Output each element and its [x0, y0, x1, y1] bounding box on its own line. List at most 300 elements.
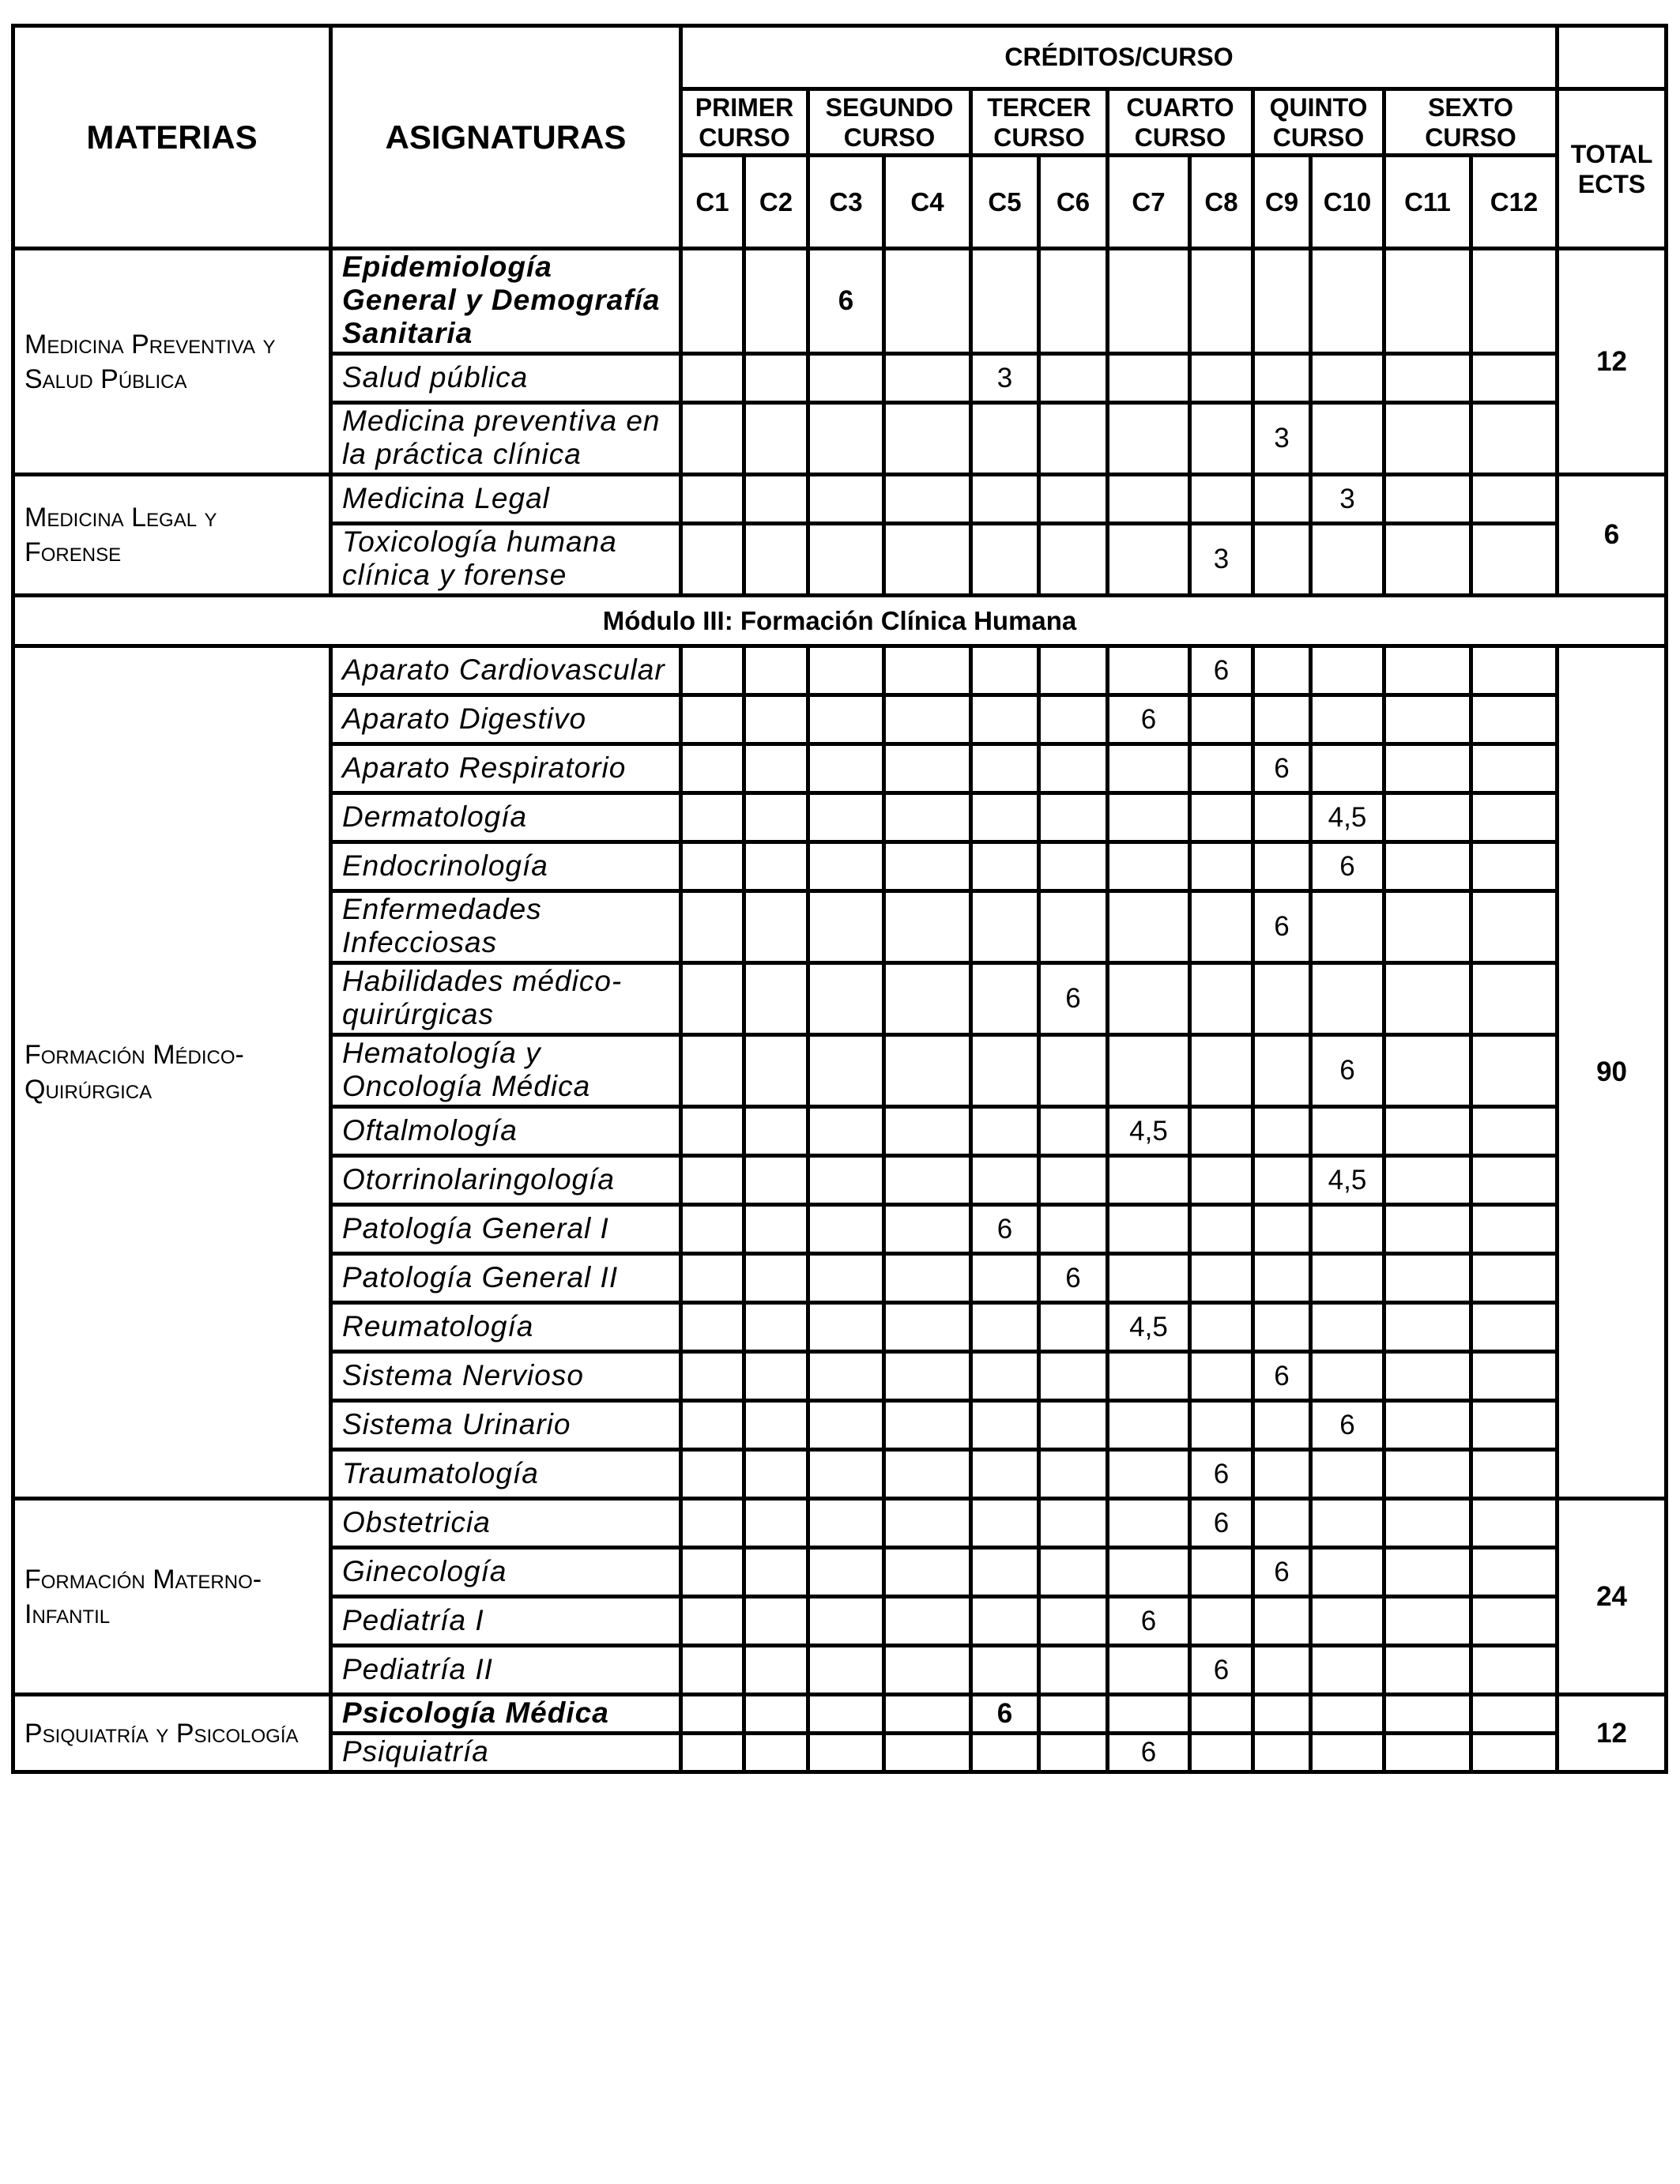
year-label: TERCER	[987, 92, 1091, 122]
empty-credit-cell	[1311, 1499, 1384, 1548]
asignatura-cell: Pediatría I	[331, 1597, 681, 1646]
empty-credit-cell	[1108, 793, 1190, 842]
empty-credit-cell	[744, 1646, 808, 1695]
empty-credit-cell	[1253, 475, 1311, 524]
empty-credit-cell	[1471, 354, 1558, 403]
empty-credit-cell	[1108, 1450, 1190, 1499]
empty-credit-cell	[744, 1205, 808, 1254]
asignatura-cell: Epidemiología General y Demografía Sanitaria	[331, 249, 681, 354]
materia-cell: Formación Materno-Infantil	[13, 1499, 331, 1695]
table-row	[13, 646, 1667, 695]
empty-credit-cell	[1384, 354, 1471, 403]
empty-credit-cell	[1039, 403, 1108, 475]
empty-credit-cell	[1039, 1597, 1108, 1646]
asignatura-cell: Oftalmología	[331, 1107, 681, 1156]
asignatura-cell: Aparato Digestivo	[331, 695, 681, 744]
empty-credit-cell	[681, 1548, 744, 1597]
empty-credit-cell	[1039, 1450, 1108, 1499]
empty-credit-cell	[1384, 1303, 1471, 1352]
empty-credit-cell	[1384, 744, 1471, 793]
empty-credit-cell	[1190, 695, 1253, 744]
empty-credit-cell	[1190, 1734, 1253, 1772]
empty-credit-cell	[744, 1156, 808, 1205]
empty-credit-cell	[1253, 1499, 1311, 1548]
empty-credit-cell	[1384, 1646, 1471, 1695]
empty-credit-cell	[1471, 842, 1558, 891]
empty-credit-cell	[1471, 1107, 1558, 1156]
empty-credit-cell	[1471, 1734, 1558, 1772]
empty-credit-cell	[884, 1401, 971, 1450]
module-row	[13, 596, 1667, 646]
empty-credit-cell	[744, 1734, 808, 1772]
semester-header-c7: C7	[1108, 156, 1190, 249]
asignatura-cell: Psiquiatría	[331, 1734, 681, 1772]
empty-credit-cell	[1384, 524, 1471, 596]
credit-value: 6	[1039, 1254, 1108, 1303]
empty-credit-cell	[884, 1450, 971, 1499]
empty-credit-cell	[1039, 1156, 1108, 1205]
empty-credit-cell	[1108, 744, 1190, 793]
empty-credit-cell	[808, 1548, 884, 1597]
empty-credit-cell	[1311, 891, 1384, 963]
empty-credit-cell	[744, 793, 808, 842]
empty-credit-cell	[1471, 744, 1558, 793]
empty-credit-cell	[884, 475, 971, 524]
semester-header-c8: C8	[1190, 156, 1253, 249]
empty-credit-cell	[884, 1695, 971, 1734]
credit-value: 4,5	[1311, 793, 1384, 842]
empty-credit-cell	[1108, 1499, 1190, 1548]
empty-credit-cell	[681, 1734, 744, 1772]
empty-credit-cell	[808, 1205, 884, 1254]
credit-value: 6	[1253, 744, 1311, 793]
empty-credit-cell	[971, 1107, 1039, 1156]
empty-credit-cell	[971, 793, 1039, 842]
empty-credit-cell	[1039, 354, 1108, 403]
year-header-1	[681, 89, 808, 156]
empty-credit-cell	[1384, 249, 1471, 354]
empty-credit-cell	[681, 1156, 744, 1205]
empty-credit-cell	[808, 963, 884, 1035]
credit-value: 4,5	[1108, 1107, 1190, 1156]
empty-credit-cell	[1311, 403, 1384, 475]
empty-credit-cell	[1384, 891, 1471, 963]
empty-credit-cell	[1311, 1734, 1384, 1772]
semester-header-c2: C2	[744, 156, 808, 249]
empty-credit-cell	[808, 1734, 884, 1772]
empty-credit-cell	[1253, 1035, 1311, 1107]
asignatura-cell: Aparato Respiratorio	[331, 744, 681, 793]
empty-credit-cell	[971, 1254, 1039, 1303]
empty-credit-cell	[1471, 793, 1558, 842]
empty-credit-cell	[884, 744, 971, 793]
empty-credit-cell	[1311, 1548, 1384, 1597]
materia-cell: Medicina Preventiva y Salud Pública	[13, 249, 331, 475]
empty-credit-cell	[681, 1401, 744, 1450]
empty-credit-cell	[1384, 1548, 1471, 1597]
empty-credit-cell	[744, 1254, 808, 1303]
empty-credit-cell	[1108, 1254, 1190, 1303]
empty-credit-cell	[1384, 1107, 1471, 1156]
empty-credit-cell	[1039, 695, 1108, 744]
empty-credit-cell	[1311, 1254, 1384, 1303]
empty-credit-cell	[1108, 1401, 1190, 1450]
empty-credit-cell	[1471, 1254, 1558, 1303]
empty-credit-cell	[744, 963, 808, 1035]
asignaturas-header: ASIGNATURAS	[331, 26, 681, 249]
empty-credit-cell	[744, 249, 808, 354]
asignatura-cell: Enfermedades Infecciosas	[331, 891, 681, 963]
empty-credit-cell	[1108, 963, 1190, 1035]
empty-credit-cell	[1311, 1597, 1384, 1646]
empty-credit-cell	[884, 1035, 971, 1107]
curriculum-table	[11, 24, 1668, 1774]
semester-header-c11: C11	[1384, 156, 1471, 249]
empty-credit-cell	[1311, 1450, 1384, 1499]
empty-credit-cell	[744, 1303, 808, 1352]
empty-credit-cell	[1039, 249, 1108, 354]
empty-credit-cell	[1384, 963, 1471, 1035]
curso-label: CURSO	[1272, 122, 1365, 152]
empty-credit-cell	[808, 1156, 884, 1205]
empty-credit-cell	[744, 1450, 808, 1499]
empty-credit-cell	[1190, 891, 1253, 963]
empty-credit-cell	[1039, 1401, 1108, 1450]
credit-value: 6	[1253, 1352, 1311, 1401]
table-row	[13, 249, 1667, 354]
total-ects-value: 24	[1558, 1499, 1667, 1695]
empty-credit-cell	[1039, 1548, 1108, 1597]
total-ects-value: 6	[1558, 475, 1667, 596]
total-ects-value: 12	[1558, 249, 1667, 475]
empty-credit-cell	[1253, 1401, 1311, 1450]
asignatura-cell: Sistema Urinario	[331, 1401, 681, 1450]
empty-credit-cell	[1253, 249, 1311, 354]
credit-value: 6	[1253, 1548, 1311, 1597]
asignatura-cell: Aparato Cardiovascular	[331, 646, 681, 695]
empty-credit-cell	[884, 963, 971, 1035]
table-row	[13, 475, 1667, 524]
empty-credit-cell	[1384, 1205, 1471, 1254]
semester-header-c4: C4	[884, 156, 971, 249]
empty-credit-cell	[681, 793, 744, 842]
semester-header-c12: C12	[1471, 156, 1558, 249]
empty-credit-cell	[1108, 1156, 1190, 1205]
empty-credit-cell	[971, 744, 1039, 793]
empty-credit-cell	[971, 695, 1039, 744]
empty-credit-cell	[681, 695, 744, 744]
empty-credit-cell	[808, 1035, 884, 1107]
empty-credit-cell	[1384, 1254, 1471, 1303]
empty-credit-cell	[681, 249, 744, 354]
year-label: CUARTO	[1126, 92, 1234, 122]
empty-credit-cell	[1039, 1646, 1108, 1695]
curso-label: CURSO	[1425, 122, 1516, 152]
empty-credit-cell	[1384, 1352, 1471, 1401]
year-header-3	[971, 89, 1108, 156]
empty-credit-cell	[1471, 1646, 1558, 1695]
empty-credit-cell	[1471, 249, 1558, 354]
empty-credit-cell	[808, 403, 884, 475]
empty-credit-cell	[1190, 744, 1253, 793]
empty-credit-cell	[1190, 475, 1253, 524]
empty-credit-cell	[1190, 1205, 1253, 1254]
asignatura-cell: Pediatría II	[331, 1646, 681, 1695]
curso-label: CURSO	[993, 122, 1085, 152]
empty-credit-cell	[744, 403, 808, 475]
empty-credit-cell	[1471, 1401, 1558, 1450]
year-header-6	[1384, 89, 1558, 156]
empty-credit-cell	[1384, 646, 1471, 695]
empty-credit-cell	[884, 1734, 971, 1772]
semester-header-c6: C6	[1039, 156, 1108, 249]
asignatura-cell: Obstetricia	[331, 1499, 681, 1548]
empty-credit-cell	[744, 524, 808, 596]
curso-label: CURSO	[699, 122, 790, 152]
empty-credit-cell	[1253, 1254, 1311, 1303]
year-label: QUINTO	[1269, 92, 1368, 122]
year-label: SEGUNDO	[825, 92, 954, 122]
empty-credit-cell	[884, 249, 971, 354]
empty-credit-cell	[1253, 695, 1311, 744]
empty-credit-cell	[681, 1597, 744, 1646]
empty-credit-cell	[1253, 524, 1311, 596]
empty-credit-cell	[884, 1548, 971, 1597]
empty-credit-cell	[744, 1597, 808, 1646]
credit-value: 6	[1108, 1734, 1190, 1772]
empty-credit-cell	[681, 1254, 744, 1303]
empty-credit-cell	[681, 1107, 744, 1156]
asignatura-cell: Toxicología humana clínica y forense	[331, 524, 681, 596]
empty-credit-cell	[1190, 1107, 1253, 1156]
table-row	[13, 1695, 1667, 1734]
empty-credit-cell	[744, 1107, 808, 1156]
empty-credit-cell	[1039, 1035, 1108, 1107]
empty-credit-cell	[681, 354, 744, 403]
credit-value: 6	[1253, 891, 1311, 963]
asignatura-cell: Medicina preventiva en la práctica clínica	[331, 403, 681, 475]
asignatura-cell: Endocrinología	[331, 842, 681, 891]
empty-credit-cell	[884, 793, 971, 842]
materia-cell: Formación Médico-Quirúrgica	[13, 646, 331, 1499]
credit-value: 3	[1311, 475, 1384, 524]
credit-value: 3	[971, 354, 1039, 403]
credit-value: 6	[1190, 1646, 1253, 1695]
total-ects-value: 90	[1558, 646, 1667, 1499]
asignatura-cell: Hematología y Oncología Médica	[331, 1035, 681, 1107]
empty-credit-cell	[971, 842, 1039, 891]
asignatura-cell: Traumatología	[331, 1450, 681, 1499]
empty-credit-cell	[1471, 403, 1558, 475]
empty-credit-cell	[884, 842, 971, 891]
empty-credit-cell	[1190, 403, 1253, 475]
empty-credit-cell	[884, 354, 971, 403]
empty-credit-cell	[1190, 354, 1253, 403]
empty-credit-cell	[1471, 1450, 1558, 1499]
empty-credit-cell	[1039, 1352, 1108, 1401]
empty-credit-cell	[744, 842, 808, 891]
year-header-5	[1253, 89, 1384, 156]
empty-credit-cell	[1253, 963, 1311, 1035]
empty-credit-cell	[1039, 793, 1108, 842]
asignatura-cell: Reumatología	[331, 1303, 681, 1352]
empty-credit-cell	[1190, 1254, 1253, 1303]
empty-credit-cell	[1190, 793, 1253, 842]
empty-credit-cell	[681, 646, 744, 695]
empty-credit-cell	[681, 1035, 744, 1107]
empty-credit-cell	[1471, 524, 1558, 596]
credit-value: 6	[971, 1695, 1039, 1734]
curso-label: CURSO	[1134, 122, 1226, 152]
credit-value: 6	[1311, 1401, 1384, 1450]
empty-credit-cell	[681, 891, 744, 963]
credit-value: 6	[1108, 695, 1190, 744]
empty-credit-cell	[1190, 1401, 1253, 1450]
empty-credit-cell	[808, 1401, 884, 1450]
empty-credit-cell	[884, 403, 971, 475]
empty-credit-cell	[1311, 1107, 1384, 1156]
empty-credit-cell	[808, 695, 884, 744]
empty-credit-cell	[1190, 842, 1253, 891]
empty-credit-cell	[1311, 1695, 1384, 1734]
empty-credit-cell	[1471, 1156, 1558, 1205]
empty-credit-cell	[884, 1352, 971, 1401]
year-label: PRIMER	[695, 92, 794, 122]
empty-credit-cell	[744, 891, 808, 963]
empty-credit-cell	[1190, 1548, 1253, 1597]
empty-credit-cell	[681, 1646, 744, 1695]
empty-credit-cell	[1039, 1303, 1108, 1352]
empty-credit-cell	[1384, 695, 1471, 744]
asignatura-cell: Sistema Nervioso	[331, 1352, 681, 1401]
empty-credit-cell	[1108, 1646, 1190, 1695]
empty-credit-cell	[808, 744, 884, 793]
module-title: Módulo III: Formación Clínica Humana	[13, 596, 1667, 646]
empty-credit-cell	[808, 1499, 884, 1548]
semester-header-c5: C5	[971, 156, 1039, 249]
empty-credit-cell	[1311, 354, 1384, 403]
empty-credit-cell	[1384, 842, 1471, 891]
curso-label: CURSO	[843, 122, 936, 152]
empty-credit-cell	[808, 1254, 884, 1303]
empty-credit-cell	[744, 1695, 808, 1734]
total-label: TOTAL	[1570, 139, 1653, 168]
empty-credit-cell	[971, 1035, 1039, 1107]
empty-credit-cell	[1039, 1499, 1108, 1548]
empty-credit-cell	[744, 1401, 808, 1450]
empty-credit-cell	[1190, 963, 1253, 1035]
empty-credit-cell	[1039, 1205, 1108, 1254]
empty-credit-cell	[808, 1695, 884, 1734]
credit-value: 6	[1311, 842, 1384, 891]
empty-credit-cell	[1384, 1597, 1471, 1646]
asignatura-cell: Psicología Médica	[331, 1695, 681, 1734]
empty-credit-cell	[808, 354, 884, 403]
credit-value: 6	[1108, 1597, 1190, 1646]
empty-credit-cell	[1108, 842, 1190, 891]
materias-header: MATERIAS	[13, 26, 331, 249]
asignatura-cell: Ginecología	[331, 1548, 681, 1597]
semester-header-c9: C9	[1253, 156, 1311, 249]
empty-credit-cell	[744, 1035, 808, 1107]
empty-credit-cell	[884, 1499, 971, 1548]
materia-cell: Psiquiatría y Psicología	[13, 1695, 331, 1772]
empty-credit-cell	[1384, 1499, 1471, 1548]
empty-credit-cell	[1384, 475, 1471, 524]
empty-credit-cell	[1253, 842, 1311, 891]
empty-credit-cell	[884, 1156, 971, 1205]
empty-credit-cell	[1039, 646, 1108, 695]
semester-header-c3: C3	[808, 156, 884, 249]
empty-credit-cell	[1471, 475, 1558, 524]
empty-credit-cell	[971, 1156, 1039, 1205]
empty-credit-cell	[808, 475, 884, 524]
materia-cell: Medicina Legal y Forense	[13, 475, 331, 596]
empty-credit-cell	[971, 1450, 1039, 1499]
empty-credit-cell	[1253, 1107, 1311, 1156]
empty-credit-cell	[1311, 744, 1384, 793]
empty-credit-cell	[1190, 1156, 1253, 1205]
empty-credit-cell	[808, 524, 884, 596]
empty-credit-cell	[971, 403, 1039, 475]
year-header-4	[1108, 89, 1253, 156]
credit-value: 6	[1039, 963, 1108, 1035]
empty-credit-cell	[971, 1734, 1039, 1772]
empty-credit-cell	[1384, 1734, 1471, 1772]
empty-credit-cell	[1253, 1450, 1311, 1499]
empty-credit-cell	[1471, 1597, 1558, 1646]
empty-credit-cell	[681, 1352, 744, 1401]
creditos-header: CRÉDITOS/CURSO	[681, 26, 1558, 89]
empty-credit-cell	[1471, 1548, 1558, 1597]
empty-credit-cell	[1471, 1695, 1558, 1734]
empty-credit-cell	[1039, 1734, 1108, 1772]
empty-credit-cell	[1190, 1597, 1253, 1646]
empty-credit-cell	[1311, 1205, 1384, 1254]
empty-credit-cell	[1311, 695, 1384, 744]
empty-credit-cell	[1384, 1401, 1471, 1450]
empty-credit-cell	[1311, 1352, 1384, 1401]
empty-credit-cell	[1190, 1303, 1253, 1352]
empty-credit-cell	[681, 842, 744, 891]
asignatura-cell: Dermatología	[331, 793, 681, 842]
empty-credit-cell	[1039, 891, 1108, 963]
empty-credit-cell	[1108, 524, 1190, 596]
empty-credit-cell	[681, 1695, 744, 1734]
empty-credit-cell	[1471, 1205, 1558, 1254]
empty-credit-cell	[681, 403, 744, 475]
empty-credit-cell	[1253, 1646, 1311, 1695]
empty-credit-cell	[1253, 1695, 1311, 1734]
semester-header-c10: C10	[1311, 156, 1384, 249]
empty-credit-cell	[1384, 1450, 1471, 1499]
empty-credit-cell	[971, 249, 1039, 354]
empty-credit-cell	[808, 793, 884, 842]
empty-credit-cell	[1311, 1303, 1384, 1352]
empty-credit-cell	[1471, 1035, 1558, 1107]
empty-credit-cell	[744, 1548, 808, 1597]
empty-credit-cell	[1471, 1499, 1558, 1548]
credit-value: 3	[1253, 403, 1311, 475]
empty-credit-cell	[744, 354, 808, 403]
empty-credit-cell	[884, 1254, 971, 1303]
empty-credit-cell	[1039, 842, 1108, 891]
ects-label: ECTS	[1577, 169, 1646, 198]
empty-credit-cell	[1471, 963, 1558, 1035]
total-ects-header	[1558, 89, 1667, 249]
empty-credit-cell	[681, 1205, 744, 1254]
empty-credit-cell	[971, 1401, 1039, 1450]
